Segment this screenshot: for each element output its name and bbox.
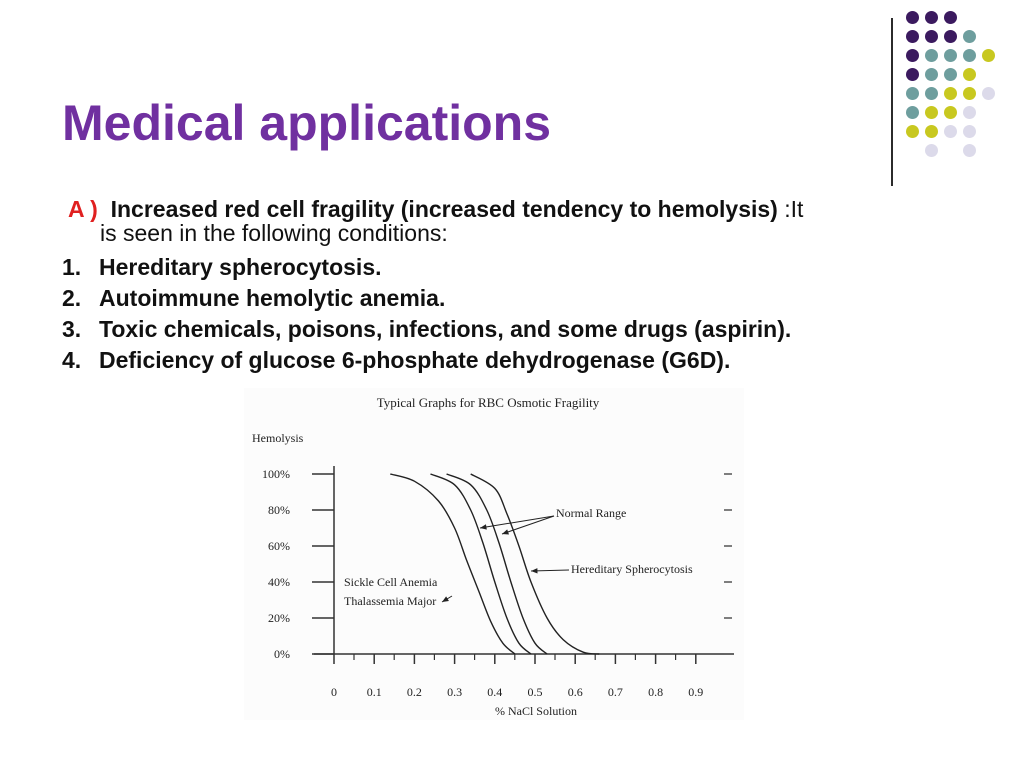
title-divider-line [891, 18, 893, 186]
decorative-dot [982, 49, 995, 62]
decorative-dot [963, 30, 976, 43]
annotation-arrowhead [442, 596, 449, 602]
x-tick-label: 0.1 [366, 685, 382, 699]
x-tick-label: 0.7 [607, 685, 623, 699]
y-tick-label: 100% [262, 467, 290, 481]
decorative-dot [963, 106, 976, 119]
list-item [62, 252, 791, 283]
annotation-hereditary-spherocytosis: Hereditary Spherocytosis [571, 562, 693, 576]
x-tick-label: 0.9 [688, 685, 704, 699]
conditions-list [62, 252, 791, 376]
list-text: Toxic chemicals, poisons, infections, and some drugs (aspirin). [99, 316, 792, 342]
slide-title: Medical applications [62, 95, 552, 151]
y-tick-label: 40% [268, 575, 290, 589]
decorative-dot [925, 11, 938, 24]
annotation-sickle-cell-anemia: Sickle Cell Anemia [344, 575, 438, 589]
list-text: Deficiency of glucose 6-phosphate dehydrogenase (G6D). [99, 347, 731, 373]
decorative-dot [944, 125, 957, 138]
x-tick-label: 0.6 [567, 685, 583, 699]
annotation-arrowhead [480, 524, 487, 529]
decorative-dot [906, 68, 919, 81]
y-tick-label: 60% [268, 539, 290, 553]
decorative-dot [982, 87, 995, 100]
x-tick-label: 0.2 [406, 685, 422, 699]
decorative-dot [963, 68, 976, 81]
list-item [62, 314, 791, 345]
x-axis-label: % NaCl Solution [494, 704, 578, 718]
decorative-dot [906, 30, 919, 43]
bullet-heading: Increased red cell fragility (increased tendency to hemolysis) [110, 196, 778, 222]
osmotic-fragility-figure [244, 388, 744, 720]
decorative-dot [925, 144, 938, 157]
decorative-dot [906, 106, 919, 119]
bullet-marker: A ) [68, 196, 98, 222]
annotation-arrowhead [531, 568, 538, 573]
bullet-a [62, 196, 942, 244]
list-text: Hereditary spherocytosis. [99, 254, 382, 280]
decorative-dot [944, 11, 957, 24]
annotation-normal-range: Normal Range [556, 506, 627, 520]
list-item [62, 345, 791, 376]
bullet-text-continued: is seen in the following conditions: [100, 220, 448, 246]
decorative-dot-grid [906, 10, 1006, 170]
list-number: 4. [62, 347, 82, 373]
annotation-arrow [502, 516, 554, 534]
decorative-dot [925, 87, 938, 100]
list-item [62, 283, 791, 314]
decorative-dot [944, 68, 957, 81]
y-tick-label: 20% [268, 611, 290, 625]
decorative-dot [906, 11, 919, 24]
y-axis-label: Hemolysis [252, 431, 304, 445]
decorative-dot [906, 125, 919, 138]
list-number: 2. [62, 285, 82, 311]
annotation-thalassemia-major: Thalassemia Major [344, 594, 437, 608]
y-tick-label: 0% [274, 647, 290, 661]
x-tick-label: 0.8 [648, 685, 664, 699]
y-tick-label: 80% [268, 503, 290, 517]
decorative-dot [963, 87, 976, 100]
series-line-3 [447, 474, 548, 654]
decorative-dot [944, 106, 957, 119]
decorative-dot [925, 30, 938, 43]
x-tick-label: 0.3 [447, 685, 463, 699]
decorative-dot [963, 49, 976, 62]
decorative-dot [906, 49, 919, 62]
list-number: 1. [62, 254, 82, 280]
decorative-dot [925, 106, 938, 119]
decorative-dot [925, 125, 938, 138]
list-text: Autoimmune hemolytic anemia. [99, 285, 446, 311]
decorative-dot [963, 125, 976, 138]
x-tick-label: 0.4 [487, 685, 503, 699]
annotation-arrowhead [502, 529, 509, 534]
bullet-text-first: :It [777, 196, 804, 222]
decorative-dot [925, 49, 938, 62]
decorative-dot [944, 87, 957, 100]
x-tick-label: 0 [331, 685, 337, 699]
decorative-dot [963, 144, 976, 157]
chart-title: Typical Graphs for RBC Osmotic Fragility [376, 395, 600, 410]
decorative-dot [906, 87, 919, 100]
decorative-dot [944, 49, 957, 62]
decorative-dot [925, 68, 938, 81]
list-number: 3. [62, 316, 82, 342]
series-line-2 [430, 474, 531, 654]
series-line-1 [390, 474, 515, 654]
osmotic-fragility-chart [244, 388, 744, 720]
x-tick-label: 0.5 [527, 685, 543, 699]
decorative-dot [944, 30, 957, 43]
